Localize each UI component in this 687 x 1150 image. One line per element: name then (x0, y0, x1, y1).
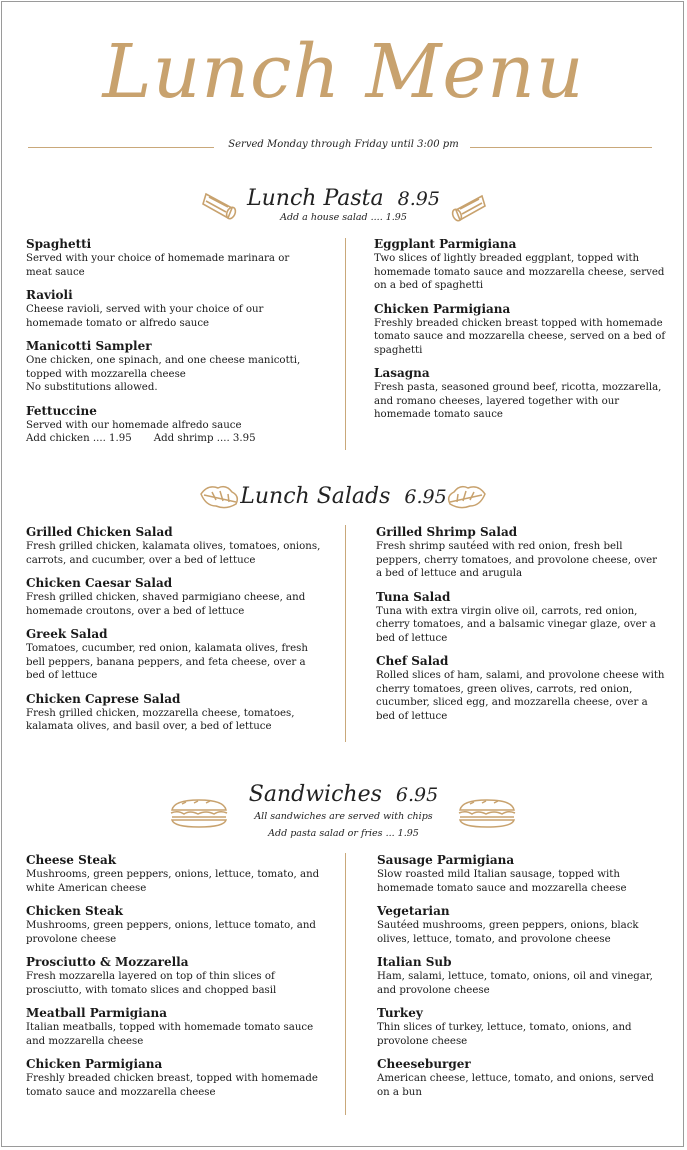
menu-item (374, 302, 666, 358)
item-description: Fresh grilled chicken, shaved parmigiano cheese, and homemade croutons, over a bed of lettuce (26, 592, 306, 617)
menu-item (376, 590, 666, 646)
item-description: Sautéed mushrooms, green peppers, onions, black olives, lettuce, tomato, and provolone cheese (377, 920, 639, 945)
pasta-right-column (374, 237, 666, 431)
item-name: Prosciutto & Mozzarella (26, 955, 189, 969)
salads-title: Lunch Salads (240, 484, 391, 509)
item-description: Ham, salami, lettuce, tomato, onions, oil and vinegar, and provolone cheese (377, 971, 653, 996)
item-description: Slow roasted mild Italian sausage, topped with homemade tomato sauce and mozzarella cheese (377, 869, 627, 894)
item-description: Served with our homemade alfredo sauce (26, 419, 242, 431)
menu-item (26, 525, 322, 567)
item-name: Lasagna (374, 366, 430, 380)
item-name: Tuna Salad (376, 589, 451, 604)
item-name: Fettuccine (26, 403, 97, 418)
item-name: Manicotti Sampler (26, 339, 152, 353)
sandwiches-title: Sandwiches (248, 782, 382, 807)
menu-item (26, 853, 322, 895)
menu-item (26, 1006, 322, 1048)
item-name: Grilled Chicken Salad (26, 525, 173, 539)
salads-price: 6.95 (404, 486, 447, 508)
item-description: Served with your choice of homemade marinara or meat sauce (26, 253, 290, 278)
item-description: Cheese ravioli, served with your choice of our homemade tomato or alfredo sauce (26, 304, 264, 329)
menu-item (376, 525, 666, 581)
item-description: Fresh shrimp sautéed with red onion, fresh bell peppers, cherry tomatoes, and provolone cheese, over a bed of lettuce and arugula (376, 541, 658, 579)
item-description: Mushrooms, green peppers, onions, lettuce tomato, and provolone cheese (26, 920, 316, 945)
salads-left-column (26, 525, 322, 743)
pasta-header (0, 186, 687, 211)
item-name: Greek Salad (26, 627, 108, 641)
service-hours: Served Monday through Friday until 3:00 pm (228, 139, 459, 150)
item-name: Sausage Parmigiana (377, 853, 515, 867)
item-description: Freshly breaded chicken breast topped with homemade tomato sauce and mozzarella cheese, served on a bed of spaghetti (374, 317, 666, 356)
item-description: Thin slices of turkey, lettuce, tomato, onions, and provolone cheese (377, 1022, 632, 1047)
item-description: Two slices of lightly breaded eggplant, topped with homemade tomato sauce and mozzarella cheese, served on a bed of spaghetti (374, 253, 665, 291)
item-name: Meatball Parmigiana (26, 1006, 167, 1020)
menu-item (26, 288, 316, 330)
item-description: Fresh pasta, seasoned ground beef, ricotta, mozzarella, and romano cheeses, layered together with our homemade tomato sauce (374, 382, 662, 420)
item-name: Spaghetti (26, 237, 92, 251)
pasta-note: Add a house salad .... 1.95 (280, 212, 407, 223)
menu-item (377, 853, 665, 895)
salads-right-column (376, 525, 666, 732)
menu-item (26, 576, 322, 618)
item-name: Chicken Caesar Salad (26, 576, 173, 590)
item-name: Chicken Steak (26, 904, 123, 918)
menu-item (26, 627, 322, 683)
item-description: Tomatoes, cucumber, red onion, kalamata olives, fresh bell peppers, banana peppers, and feta cheese, over a bed of lettuce (26, 643, 308, 681)
menu-item (26, 904, 322, 946)
pasta-price: 8.95 (397, 188, 440, 210)
menu-item (376, 654, 666, 723)
sandwiches-price: 6.95 (395, 784, 439, 806)
addon-shrimp: Add shrimp .... 3.95 (153, 433, 256, 444)
menu-item (377, 904, 665, 946)
page-title: Lunch Menu (102, 29, 585, 115)
sandwiches-note-sides: Add pasta salad or fries ... 1.95 (268, 828, 419, 839)
menu-item (26, 339, 316, 395)
item-name: Italian Sub (377, 955, 452, 969)
item-name: Ravioli (26, 288, 73, 302)
item-name: Chef Salad (376, 654, 449, 668)
item-name: Cheese Steak (26, 853, 117, 867)
pasta-title: Lunch Pasta (247, 186, 384, 211)
item-description: Fresh mozzarella layered on top of thin slices of prosciutto, with tomato slices and chopped basil (26, 971, 277, 996)
item-description: Tuna with extra virgin olive oil, carrots, red onion, cherry tomatoes, and a balsamic vinegar glaze, over a bed of lettuce (376, 605, 656, 644)
menu-item (377, 1057, 665, 1099)
item-name: Grilled Shrimp Salad (376, 525, 518, 539)
item-description: Mushrooms, green peppers, onions, lettuce, tomato, and white American cheese (26, 869, 320, 894)
sandwiches-column-divider (345, 853, 346, 1115)
item-description: Freshly breaded chicken breast, topped with homemade tomato sauce and mozzarella cheese (26, 1073, 318, 1098)
item-name: Chicken Parmigiana (374, 301, 511, 316)
item-description: Rolled slices of ham, salami, and provolone cheese with cherry tomatoes, green olives, carrots, red onion, cucumber, sliced egg, and mozzarella cheese, over a bed of lettuce (376, 670, 665, 722)
menu-item (26, 1057, 322, 1099)
item-description: Fresh grilled chicken, mozzarella cheese, tomatoes, kalamata olives, and basil over, a bed of lettuce (26, 707, 295, 732)
addon-chicken: Add chicken .... 1.95 (26, 433, 132, 444)
pasta-column-divider (345, 238, 346, 450)
sandwiches-left-column (26, 853, 322, 1108)
menu-item (374, 366, 666, 422)
item-name: Chicken Parmigiana (26, 1057, 163, 1071)
sandwiches-note-chips: All sandwiches are served with chips (254, 811, 433, 822)
item-description: Italian meatballs, topped with homemade tomato sauce and mozzarella cheese (26, 1022, 314, 1047)
item-addons (26, 432, 316, 446)
menu-item (377, 1006, 665, 1048)
item-name: Chicken Caprese Salad (26, 691, 181, 706)
menu-item (26, 404, 316, 446)
salads-header (0, 484, 687, 509)
menu-item (377, 955, 665, 997)
salads-column-divider (345, 525, 346, 742)
item-note: No substitutions allowed. (26, 382, 158, 393)
item-name: Vegetarian (377, 904, 450, 918)
item-description: Fresh grilled chicken, kalamata olives, tomatoes, onions, carrots, and cucumber, over a bed of lettuce (26, 541, 321, 566)
item-name: Turkey (377, 1006, 423, 1020)
menu-item (374, 237, 666, 293)
menu-item (26, 237, 316, 279)
item-name: Cheeseburger (377, 1057, 471, 1071)
item-name: Eggplant Parmigiana (374, 237, 517, 251)
sandwiches-right-column (377, 853, 665, 1108)
pasta-left-column (26, 237, 316, 455)
menu-item (26, 692, 322, 734)
sandwiches-header (0, 782, 687, 807)
menu-item (26, 955, 322, 997)
item-description: One chicken, one spinach, and one cheese manicotti, topped with mozzarella cheese (26, 355, 301, 380)
item-description: American cheese, lettuce, tomato, and onions, served on a bun (377, 1073, 654, 1098)
